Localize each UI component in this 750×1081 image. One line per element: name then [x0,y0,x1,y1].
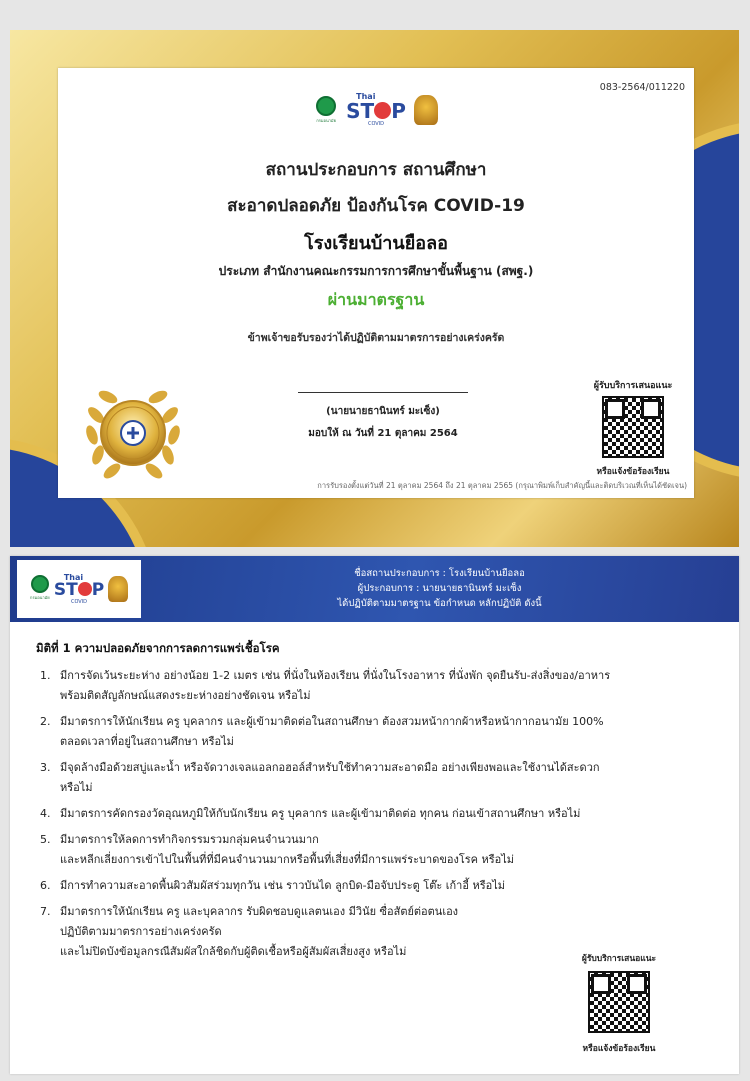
checklist-qr-block [569,951,669,1055]
item-text-line: มีมาตรการให้ลดการทำกิจกรรมรวมกลุ่มคนจำนวนมาก [60,833,319,846]
issued-date: มอบให้ ณ วันที่ 21 ตุลาคม 2564 [308,428,458,439]
royal-emblem-icon [414,95,438,125]
item-text [60,666,716,706]
pledge-text: ข้าพเจ้าขอรับรองว่าได้ปฏิบัติตามมาตรการอย่างเคร่งครัด [247,332,505,344]
compliance-statement: ได้ปฏิบัติตามมาตรฐาน ข้อกำหนด หลักปฏิบัติ ดังนี้ [337,598,542,609]
qr-code-icon[interactable] [588,971,650,1033]
item-number: 1. [40,669,51,682]
item-text-line: มีมาตรการคัดกรองวัดอุณหภูมิให้กับนักเรียน ครู บุคลากร และผู้เข้ามาติดต่อ ทุกคน ก่อนเข้าสถานศึกษา หรือไม่ [60,807,581,820]
item-text [60,758,716,798]
item-text [60,712,716,752]
item-text-line: ปฏิบัติตามมาตรการอย่างเคร่งครัด [60,925,222,938]
item-text-line: พร้อมติดสัญลักษณ์แสดงระยะห่างอย่างชัดเจน หรือไม่ [60,689,311,702]
certificate-logos [58,93,694,127]
item-text-line: มีมาตรการให้นักเรียน ครู และบุคลากร รับผิดชอบดูแลตนเอง มีวินัย ซื่อสัตย์ต่อตนเอง [60,905,459,918]
thai-stop-covid-logo-icon: Thai ST P COVID [346,92,406,127]
qr-caption: หรือแจ้งข้อร้องเรียน [596,467,670,477]
header-text [150,566,729,611]
item-text [60,830,716,870]
checklist-item [36,804,716,824]
checklist-card [10,556,739,1074]
royal-emblem-icon [108,576,128,602]
item-text [60,804,716,824]
qr-heading: ผู้รับบริการเสนอแนะ [581,954,657,964]
qr-code-icon[interactable] [602,396,664,458]
section-title: มิติที่ 1 ความปลอดภัยจากการลดการแพร่เชื้อโรค [36,641,280,655]
item-number: 2. [40,715,51,728]
certificate-qr-block [588,378,678,478]
item-number: 6. [40,879,51,892]
item-text-line: หรือไม่ [60,781,93,794]
item-number: 7. [40,905,51,918]
checklist-items [36,666,716,968]
moph-logo-icon: กรมอนามัย [30,575,50,603]
item-number: 3. [40,761,51,774]
validity-period: การรับรองตั้งแต่วันที่ 21 ตุลาคม 2564 ถึง 21 ตุลาคม 2565 (กรุณาพิมพ์เก็บสำคัญนี้และติดบริเวณที่เห็นได้ชัดเจน) [317,481,687,490]
item-text-line: มีการจัดเว้นระยะห่าง อย่างน้อย 1-2 เมตร เช่น ที่นั่งในห้องเรียน ที่นั่งในโรงอาหาร ที่นั่งพัก จุดยืนรับ-ส่งสิ่งของ/อาหาร [60,669,611,682]
certificate-card [10,30,739,547]
checklist-item [36,830,716,870]
item-text [60,876,716,896]
checklist-item [36,712,716,752]
school-category: ประเภท สำนักงานคณะกรรมการการศึกษาขั้นพื้นฐาน (สพฐ.) [218,264,534,278]
checklist-item [36,758,716,798]
qr-caption: หรือแจ้งข้อร้องเรียน [582,1044,656,1054]
checklist-item [36,876,716,896]
checklist-header [10,556,739,622]
certification-status: ผ่านมาตรฐาน [327,290,425,309]
item-text-line: มีการทำความสะอาดพื้นผิวสัมผัสร่วมทุกวัน เช่น ราวบันได ลูกบิด-มือจับประตู โต๊ะ เก้าอี้ หรือไม่ [60,879,505,892]
thai-stop-covid-logo-icon: Thai ST P COVID [53,572,105,605]
signature-line [298,392,468,393]
checklist-item [36,666,716,706]
qr-heading: ผู้รับบริการเสนอแนะ [593,381,673,391]
school-name: โรงเรียนบ้านยือลอ [304,233,448,254]
header-logos [17,560,141,618]
establishment-name: ชื่อสถานประกอบการ : โรงเรียนบ้านยือลอ [354,568,525,579]
item-text-line: ตลอดเวลาที่อยู่ในสถานศึกษา หรือไม่ [60,735,234,748]
moph-logo-icon: กรมอนามัย [314,96,338,124]
item-text-line: และไม่ปิดบังข้อมูลกรณีสัมผัสใกล้ชิดกับผู้ติดเชื้อหรือผู้สัมผัสเสี่ยงสูง หรือไม่ [60,945,407,958]
certificate-number: 083-2564/011220 [599,82,685,93]
certificate-title-line2: สะอาดปลอดภัย ป้องกันโรค COVID-19 [227,196,525,216]
certificate-title-line1: สถานประกอบการ สถานศึกษา [265,160,487,180]
operator-name: ผู้ประกอบการ : นายนายธานินทร์ มะเซ็ง [357,583,522,594]
item-text-line: และหลีกเลี่ยงการเข้าไปในพื้นที่ที่มีคนจำนวนมากหรือพื้นที่เสี่ยงที่มีการแพร่ระบาดของโรค หรือไม่ [60,853,515,866]
item-text-line: มีมาตรการให้นักเรียน ครู บุคลากร และผู้เข้ามาติดต่อในสถานศึกษา ต้องสวมหน้ากากผ้าหรือหน้ากากอนามัย 100% [60,715,604,728]
item-number: 4. [40,807,51,820]
item-number: 5. [40,833,51,846]
gold-laurel-medal-icon [78,375,188,485]
item-text-line: มีจุดล้างมือด้วยสบู่และน้ำ หรือจัดวางเจลแอลกอฮอล์สำหรับใช้ทำความสะอาดมือ อย่างเพียงพอและใช้งานได้สะดวก [60,761,600,774]
signer-name: (นายนายธานินทร์ มะเซ็ง) [326,406,440,417]
